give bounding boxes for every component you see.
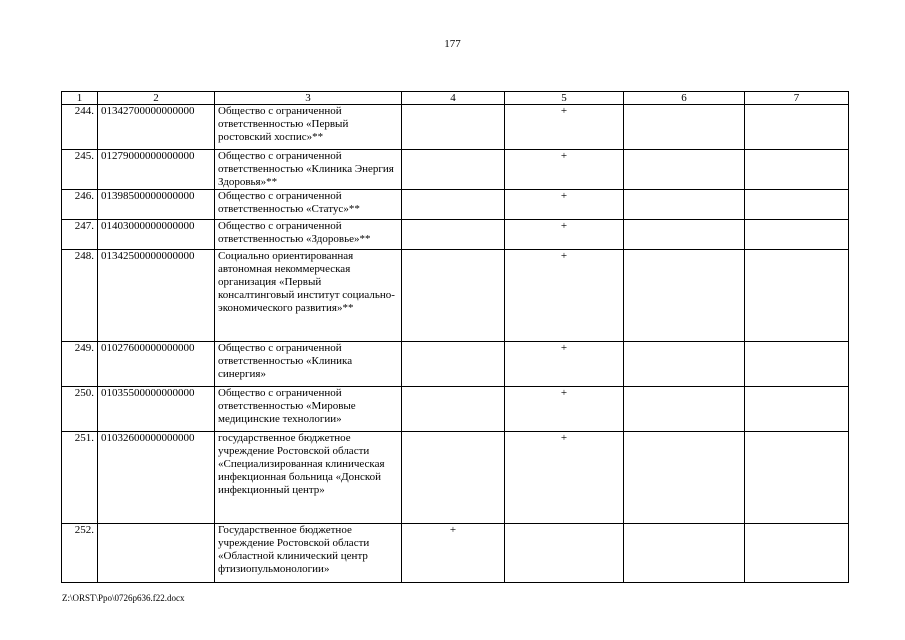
row-organization-name: Общество с ограниченной ответственностью «Статус»**	[215, 190, 402, 220]
row-col6-mark	[624, 150, 745, 190]
row-col6-mark	[624, 250, 745, 342]
column-header: 2	[98, 92, 215, 105]
table-row	[62, 342, 849, 387]
table-row	[62, 432, 849, 524]
row-number: 245.	[62, 150, 98, 190]
row-col5-mark: +	[505, 150, 624, 190]
row-col7-mark	[745, 387, 849, 432]
row-col5-mark	[505, 524, 624, 583]
row-col4-mark	[402, 432, 505, 524]
row-number: 248.	[62, 250, 98, 342]
column-header: 3	[215, 92, 402, 105]
row-code: 01027600000000000	[98, 342, 215, 387]
row-number: 249.	[62, 342, 98, 387]
row-col5-mark: +	[505, 432, 624, 524]
table-row	[62, 524, 849, 583]
row-organization-name: Общество с ограниченной ответственностью «Мировые медицинские технологии»	[215, 387, 402, 432]
row-col4-mark	[402, 250, 505, 342]
row-col5-mark: +	[505, 220, 624, 250]
page-number: 177	[444, 38, 461, 50]
table-row	[62, 387, 849, 432]
row-number: 251.	[62, 432, 98, 524]
file-path-footer: Z:\ORST\Ppo\0726p636.f22.docx	[62, 593, 185, 603]
row-col5-mark: +	[505, 105, 624, 150]
column-header: 6	[624, 92, 745, 105]
row-col7-mark	[745, 250, 849, 342]
table-row	[62, 250, 849, 342]
row-organization-name: Государственное бюджетное учреждение Ростовской области «Областной клинический центр фтизиопульмонологии»	[215, 524, 402, 583]
row-col5-mark: +	[505, 387, 624, 432]
row-number: 250.	[62, 387, 98, 432]
column-header: 5	[505, 92, 624, 105]
row-col7-mark	[745, 190, 849, 220]
row-number: 244.	[62, 105, 98, 150]
row-organization-name: Общество с ограниченной ответственностью «Здоровье»**	[215, 220, 402, 250]
row-col6-mark	[624, 342, 745, 387]
row-col7-mark	[745, 342, 849, 387]
column-header: 4	[402, 92, 505, 105]
row-number: 247.	[62, 220, 98, 250]
row-col4-mark	[402, 105, 505, 150]
row-organization-name: государственное бюджетное учреждение Ростовской области «Специализированная клиническая инфекционная больница «Донской инфекционный центр»	[215, 432, 402, 524]
row-col6-mark	[624, 105, 745, 150]
row-code	[98, 524, 215, 583]
row-col4-mark	[402, 387, 505, 432]
row-organization-name: Общество с ограниченной ответственностью «Первый ростовский хоспис»**	[215, 105, 402, 150]
row-col6-mark	[624, 220, 745, 250]
table-row	[62, 220, 849, 250]
row-code: 01032600000000000	[98, 432, 215, 524]
row-col7-mark	[745, 150, 849, 190]
row-col7-mark	[745, 432, 849, 524]
row-code: 01342500000000000	[98, 250, 215, 342]
row-col4-mark	[402, 342, 505, 387]
row-code: 01403000000000000	[98, 220, 215, 250]
row-col6-mark	[624, 190, 745, 220]
row-col6-mark	[624, 432, 745, 524]
row-col4-mark	[402, 190, 505, 220]
table-row	[62, 190, 849, 220]
row-col6-mark	[624, 387, 745, 432]
row-code: 01035500000000000	[98, 387, 215, 432]
row-code: 01398500000000000	[98, 190, 215, 220]
row-col7-mark	[745, 524, 849, 583]
row-col6-mark	[624, 524, 745, 583]
row-col5-mark: +	[505, 342, 624, 387]
row-col5-mark: +	[505, 190, 624, 220]
row-col7-mark	[745, 105, 849, 150]
row-col4-mark	[402, 150, 505, 190]
header-row	[62, 92, 849, 105]
row-col4-mark: +	[402, 524, 505, 583]
column-header: 7	[745, 92, 849, 105]
row-code: 01342700000000000	[98, 105, 215, 150]
row-col5-mark: +	[505, 250, 624, 342]
table-row	[62, 105, 849, 150]
table-row	[62, 150, 849, 190]
column-header: 1	[62, 92, 98, 105]
row-organization-name: Общество с ограниченной ответственностью «Клиника Энергия Здоровья»**	[215, 150, 402, 190]
row-organization-name: Социально ориентированная автономная некоммерческая организация «Первый консалтинговый институт социально-экономического развития»**	[215, 250, 402, 342]
row-code: 01279000000000000	[98, 150, 215, 190]
row-number: 252.	[62, 524, 98, 583]
registry-table	[61, 91, 849, 583]
row-number: 246.	[62, 190, 98, 220]
row-col7-mark	[745, 220, 849, 250]
row-organization-name: Общество с ограниченной ответственностью «Клиника синергия»	[215, 342, 402, 387]
row-col4-mark	[402, 220, 505, 250]
